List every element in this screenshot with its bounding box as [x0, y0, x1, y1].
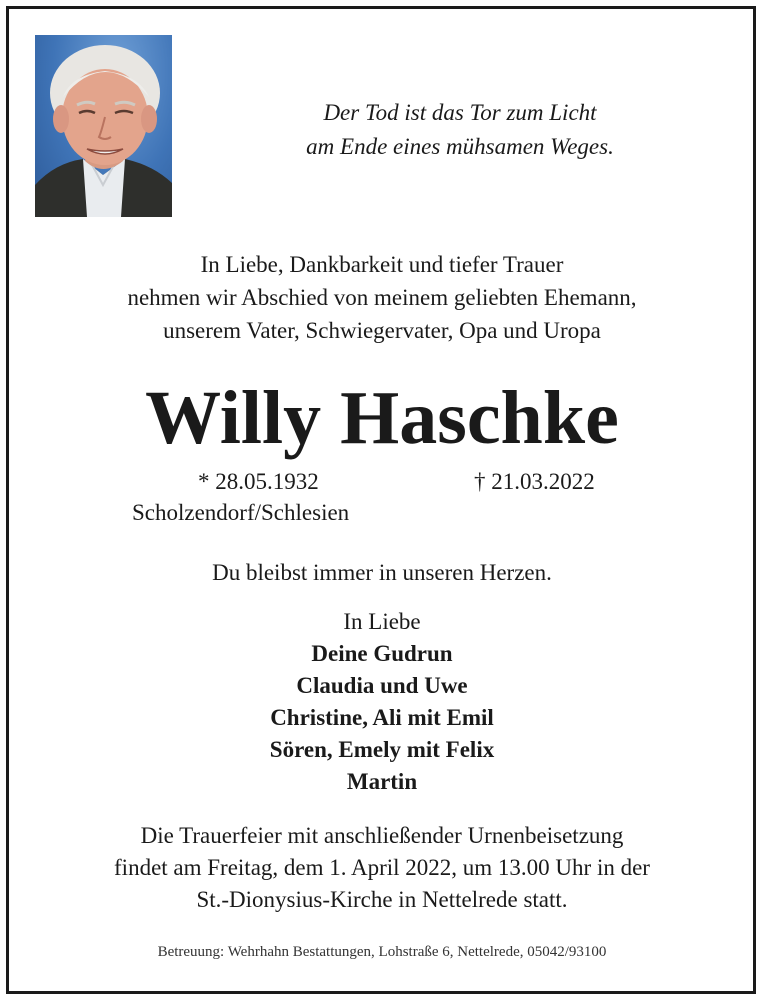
mourner-name: Sören, Emely mit Felix [269, 737, 495, 762]
mourner-name: Deine Gudrun [311, 641, 453, 666]
portrait-photo [35, 35, 172, 217]
portrait-illustration [35, 35, 172, 217]
signature-block [0, 606, 764, 798]
quote-line: Der Tod ist das Tor zum Licht [323, 100, 597, 125]
signature-intro: In Liebe [343, 609, 421, 634]
quote-line: am Ende eines mühsamen Weges. [306, 134, 614, 159]
farewell-text: Du bleibst immer in unseren Herzen. [212, 560, 552, 585]
birth-place: Scholzendorf/Schlesien [132, 500, 350, 525]
intro-line: unserem Vater, Schwiegervater, Opa und Uropa [163, 318, 601, 343]
funeral-line: Die Trauerfeier mit anschließender Urnenbeisetzung [140, 823, 624, 848]
motto-quote [200, 96, 720, 164]
birth-date: * 28.05.1932 [198, 469, 319, 494]
intro-line: nehmen wir Abschied von meinem geliebten Ehemann, [127, 285, 637, 310]
mourner-name: Martin [346, 769, 418, 794]
mourner-name: Claudia und Uwe [296, 673, 468, 698]
mourner-name: Christine, Ali mit Emil [270, 705, 494, 730]
intro-line: In Liebe, Dankbarkeit und tiefer Trauer [200, 252, 564, 277]
deceased-name: Willy Haschke [145, 376, 619, 460]
death-date: † 21.03.2022 [474, 469, 595, 494]
intro-text [0, 248, 764, 347]
funeral-line: St.-Dionysius-Kirche in Nettelrede statt. [196, 887, 568, 912]
funeral-line: findet am Freitag, dem 1. April 2022, um 13.00 Uhr in der [114, 855, 650, 880]
undertaker-info: Betreuung: Wehrhahn Bestattungen, Lohstraße 6, Nettelrede, 05042/93100 [157, 944, 607, 960]
funeral-notice [0, 820, 764, 916]
